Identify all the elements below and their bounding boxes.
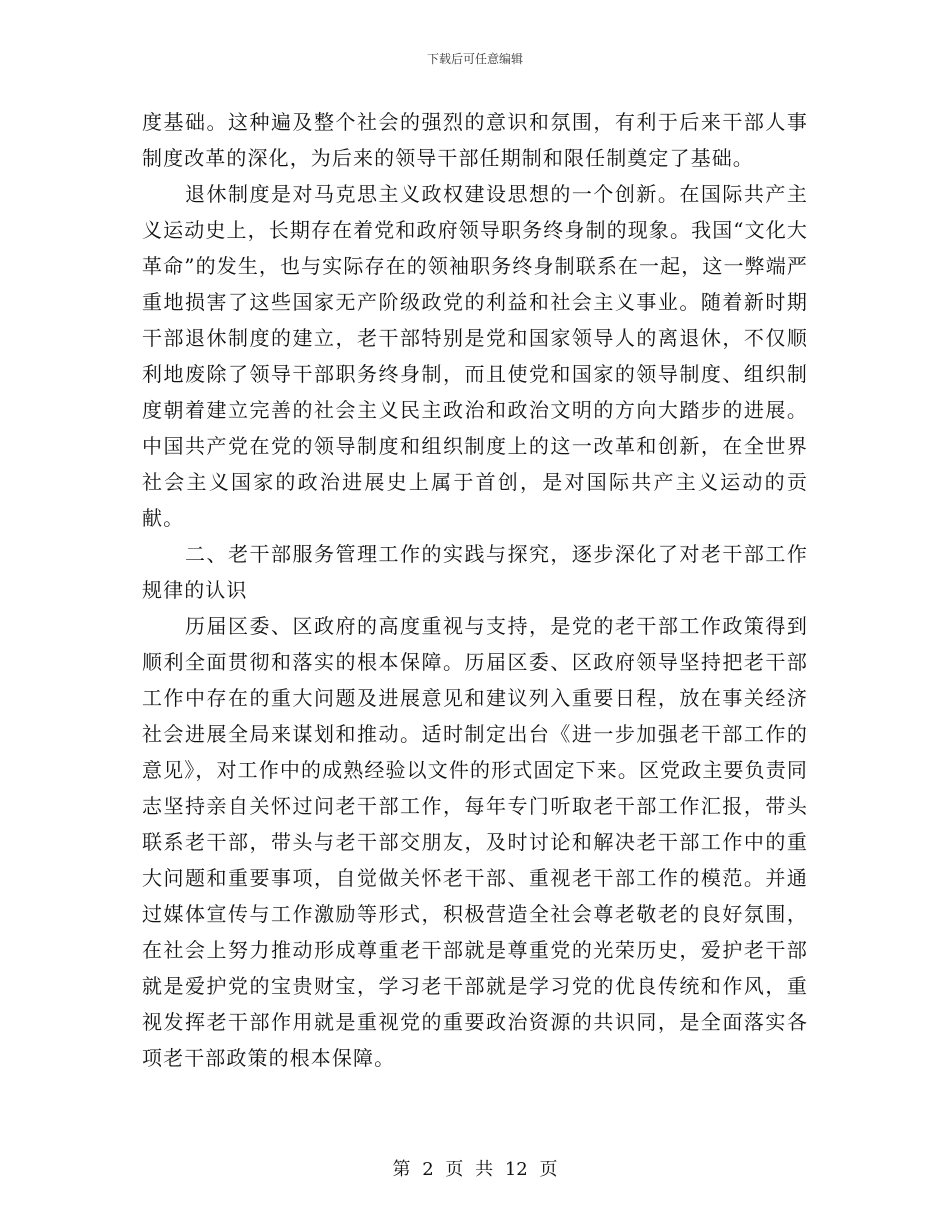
header-note: 下载后可任意编辑	[426, 52, 523, 66]
paragraph-retirement-system: 退休制度是对马克思主义政权建设思想的一个创新。在国际共产主义运动史上，长期存在着党和政府领导职务终身制的现象。我国“文化大革命”的发生，也与实际存在的领袖职务终身制联系在一起，这一弊端严重地损害了这些国家无产阶级政党的利益和社会主义事业。随着新时期干部退休制度的建立，老干部特别是党和国家领导人的离退休，不仅顺利地废除了领导干部职务终身制，而且使党和国家的领导制度、组织制度朝着建立完善的社会主义民主政治和政治文明的方向大踏步的进展。中国共产党在党的领导制度和组织制度上的这一改革和创新，在全世界社会主义国家的政治进展史上属于首创，是对国际共产主义运动的贡献。	[142, 182, 808, 530]
page-number: 第 2 页 共 12 页	[392, 1159, 558, 1180]
paragraph-leadership-support: 历届区委、区政府的高度重视与支持，是党的老干部工作政策得到顺利全面贯彻和落实的根本保障。历届区委、区政府领导坚持把老干部工作中存在的重大问题及进展意见和建议列入重要日程，放在事关经济社会进展全局来谋划和推动。适时制定出台《进一步加强老干部工作的意见》，对工作中的成熟经验以文件的形式固定下来。区党政主要负责同志坚持亲自关怀过问老干部工作，每年专门听取老干部工作汇报，带头联系老干部，带头与老干部交朋友，及时讨论和解决老干部工作中的重大问题和重要事项，自觉做关怀老干部、重视老干部工作的模范。并通过媒体宣传与工作激励等形式，积极营造全社会尊老敬老的良好氛围，在社会上努力推动形成尊重老干部就是尊重党的光荣历史，爱护老干部就是爱护党的宝贵财宝，学习老干部就是学习党的优良传统和作风，重视发挥老干部作用就是重视党的重要政治资源的共识同，是全面落实各项老干部政策的根本保障。	[142, 614, 808, 1070]
paragraph-continuation: 度基础。这种遍及整个社会的强烈的意识和氛围，有利于后来干部人事制度改革的深化，为后来的领导干部任期制和限任制奠定了基础。	[142, 110, 808, 170]
section-heading-two: 二、老干部服务管理工作的实践与探究，逐步深化了对老干部工作规律的认识	[142, 542, 808, 602]
document-body	[142, 104, 808, 1076]
